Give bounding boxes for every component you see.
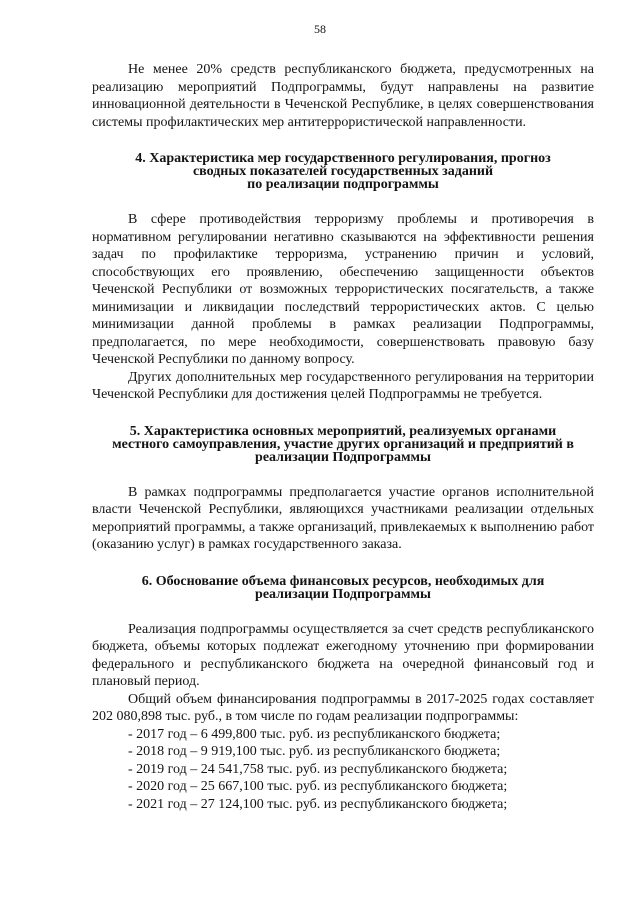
section-6-heading xyxy=(92,575,594,601)
funding-item: - 2021 год – 27 124,100 тыс. руб. из республиканского бюджета; xyxy=(128,796,508,812)
section-4-heading-line: сводных показателей государственных заданий xyxy=(192,164,494,179)
funding-item: - 2017 год – 6 499,800 тыс. руб. из республиканского бюджета; xyxy=(128,726,501,742)
section-6-paragraph: Общий объем финансирования подпрограммы в 2017-2025 годах составляет 202 080,898 тыс. руб., в том числе по годам реализации подпрограммы: xyxy=(92,691,594,724)
section-5-heading-line: реализации Подпрограммы xyxy=(255,449,431,465)
section-6-heading-line: 6. Обоснование объема финансовых ресурсов, необходимых для xyxy=(141,573,545,589)
page-content xyxy=(92,61,594,813)
page-number: 58 xyxy=(314,22,326,36)
funding-item: - 2018 год – 9 919,100 тыс. руб. из республиканского бюджета; xyxy=(128,744,501,759)
section-4-heading-line: 4. Характеристика мер государственного регулирования, прогноз xyxy=(135,151,551,166)
section-5-paragraph: В рамках подпрограммы предполагается участие органов исполнительной власти Чеченской Республики, являющихся участниками реализации отдельных мероприятий программы, а также организаций, привлекаемых к выполнению работ (оказанию услуг) в рамках государственного заказа. xyxy=(92,484,594,552)
section-5-heading-line: 5. Характеристика основных мероприятий, реализуемых органами xyxy=(129,423,557,439)
intro-paragraph: Не менее 20% средств республиканского бюджета, предусмотренных на реализацию мероприятий Подпрограммы, будут направлены на развитие инновационной деятельности в Чеченской Республике, в целях совершенствования системы профилактических мер антитеррористической направленности. xyxy=(92,62,594,130)
funding-item: - 2020 год – 25 667,100 тыс. руб. из республиканского бюджета; xyxy=(128,779,508,794)
funding-item: - 2019 год – 24 541,758 тыс. руб. из республиканского бюджета; xyxy=(128,761,508,777)
section-4-heading xyxy=(92,152,594,191)
section-4-paragraph: Других дополнительных мер государственного регулирования на территории Чеченской Республики для достижения целей Подпрограммы не требуется. xyxy=(92,369,594,402)
section-5-heading-line: местного самоуправления, участие других организаций и предприятий в xyxy=(112,436,574,452)
section-5-heading xyxy=(92,425,594,464)
section-6-heading-line: реализации Подпрограммы xyxy=(255,586,431,602)
section-4-heading-line: по реализации подпрограммы xyxy=(247,177,439,192)
funding-list xyxy=(92,726,594,814)
section-6-paragraph: Реализация подпрограммы осуществляется за счет средств республиканского бюджета, объемы которых подлежат ежегодному уточнению при формировании федерального и республиканского бюджета на очередной финансовый год и плановый период. xyxy=(92,621,594,689)
section-4-paragraph: В сфере противодействия терроризму проблемы и противоречия в нормативном регулировании негативно сказываются на эффективности решения задач по профилактике терроризма, устранению причин и условий, способствующих его проявлению, обеспечению защищенности объектов Чеченской Республики от возможных террористических посягательств, а также минимизации и ликвидации последствий террористических актов. С целью минимизации данной проблемы в рамках реализации Подпрограммы, предполагается, по мере необходимости, совершенствовать правовую базу Чеченской Республики по данному вопросу. xyxy=(92,212,594,367)
